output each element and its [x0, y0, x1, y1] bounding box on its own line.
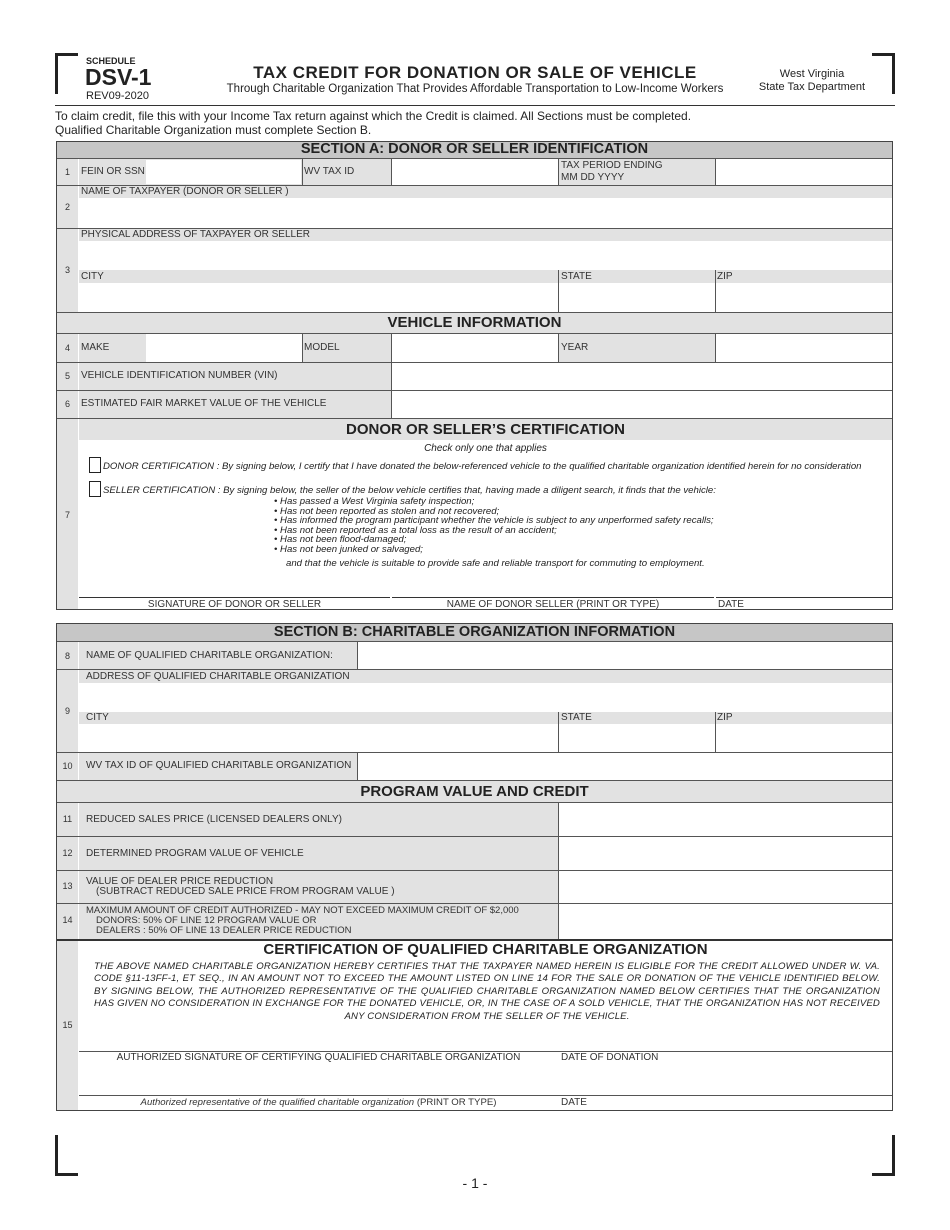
line-number-2: 2 [64, 202, 70, 212]
auth-signature-input[interactable] [80, 1066, 556, 1094]
signature-donor-label: SIGNATURE OF DONOR OR SELLER [147, 599, 322, 610]
rule [79, 1095, 892, 1096]
rule [391, 363, 392, 390]
line-number-8: 8 [64, 651, 70, 661]
fein-label: FEIN OR SSN [81, 166, 145, 177]
max-credit-input[interactable] [560, 905, 891, 938]
rule [391, 159, 392, 185]
zip-label: ZIP [717, 271, 733, 282]
fein-input[interactable] [146, 160, 301, 184]
intro-line1: To claim credit, file this with your Income Tax return against which the Credit is claimed. All Sections must be completed. [55, 109, 692, 123]
header-rule [55, 105, 895, 106]
line-number-9: 9 [64, 706, 70, 716]
seller-cert-text: SELLER CERTIFICATION : By signing below, the seller of the below vehicle certifies that, having made a diligent search, it finds that the vehicle: [103, 485, 716, 496]
org-state-input[interactable] [560, 725, 714, 751]
reduced-sales-price-label: REDUCED SALES PRICE (LICENSED DEALERS ONLY) [86, 814, 342, 825]
date-donor-label: DATE [718, 599, 744, 610]
line-number-6: 6 [64, 399, 70, 409]
program-value-title: PROGRAM VALUE AND CREDIT [360, 783, 589, 800]
org-date-label: DATE [561, 1097, 587, 1108]
line-number-3: 3 [64, 265, 70, 275]
seller-cert-checkbox[interactable] [89, 481, 101, 497]
org-address-label: ADDRESS OF QUALIFIED CHARITABLE ORGANIZATION [86, 671, 350, 682]
fmv-label: ESTIMATED FAIR MARKET VALUE OF THE VEHICLE [81, 398, 327, 409]
form-revision: REV09-2020 [86, 90, 149, 102]
vin-input[interactable] [392, 364, 891, 389]
taxpayer-name-label: NAME OF TAXPAYER (DONOR OR SELLER ) [81, 186, 289, 197]
rule [558, 159, 559, 185]
rule [302, 159, 303, 185]
org-cert-title: CERTIFICATION OF QUALIFIED CHARITABLE ORGANIZATION [263, 941, 708, 958]
line-number-7: 7 [64, 510, 70, 520]
corner-bracket-bottom-right [872, 1135, 895, 1176]
date-of-donation-label: DATE OF DONATION [561, 1052, 659, 1063]
org-address-input[interactable] [79, 684, 891, 711]
tax-period-format: MM DD YYYY [561, 172, 625, 183]
make-input[interactable] [146, 335, 301, 361]
zip-input[interactable] [717, 284, 891, 311]
closing-statement: and that the vehicle is suitable to provide safe and reliable transport for commuting to employment. [286, 558, 705, 569]
criteria-item: • Has not been reported as a total loss as the result of an accident; [274, 524, 557, 536]
org-state-label: STATE [561, 712, 592, 723]
city-label: CITY [81, 271, 104, 282]
org-zip-input[interactable] [717, 725, 891, 751]
line-number-15: 15 [62, 1020, 73, 1030]
dealer-reduction-note: (SUBTRACT REDUCED SALE PRICE FROM PROGRAM VALUE ) [96, 886, 395, 897]
vin-label: VEHICLE IDENTIFICATION NUMBER (VIN) [81, 370, 278, 381]
line-number-1: 1 [64, 167, 70, 177]
rule [79, 597, 390, 598]
rule [558, 871, 559, 903]
criteria-item: • Has not been reported as stolen and not recovered; [274, 505, 500, 517]
city-input[interactable] [79, 284, 557, 311]
tax-period-input[interactable] [716, 160, 891, 184]
org-cert-statement: THE ABOVE NAMED CHARITABLE ORGANIZATION HEREBY CERTIFIES THAT THE TAXPAYER NAMED HEREIN IS ELIGIBLE FOR THE CREDIT ALLOWED UNDER W. VA. CODE §11-13FF-1, ET SEQ., IN AN AMOUNT NOT TO EXCEED THE AMOUNT LISTED ON LINE 14 FOR THE SALE OR DONATION OF THE VEHICLE IDENTIFIED BELOW. BY SIGNING BELOW, THE AUTHORIZED REPRESENTATIVE OF THE QUALIFIED CHARITABLE ORGANIZATION NAMED BELOW CERTIFIES THAT THE ORGANIZATION HAS GIVEN NO CONSIDERATION IN EXCHANGE FOR THE DONATED VEHICLE, OR, IN THE CASE OF A SOLD VEHICLE, THAT THE ORGANIZATION HAS NOT RECEIVED ANY CONSIDERATION FROM THE SELLER OF THE VEHICLE. [94, 961, 880, 1022]
org-zip-label: ZIP [717, 712, 733, 723]
org-city-label-cell [79, 712, 892, 724]
rule [357, 753, 358, 780]
line-number-13: 13 [62, 881, 73, 891]
line-number-12: 12 [62, 848, 73, 858]
line-number-11: 11 [62, 814, 73, 824]
program-value-input[interactable] [560, 838, 891, 869]
intro-line2: Qualified Charitable Organization must complete Section B. [55, 123, 372, 137]
auth-rep-label [79, 1097, 558, 1109]
line-number-5: 5 [64, 371, 70, 381]
city-label-cell [79, 270, 892, 283]
line-number-4: 4 [64, 343, 70, 353]
rule [302, 334, 303, 362]
rule [392, 597, 714, 598]
org-name-label: NAME OF QUALIFIED CHARITABLE ORGANIZATION: [86, 650, 333, 661]
max-credit-label: MAXIMUM AMOUNT OF CREDIT AUTHORIZED - MAY NOT EXCEED MAXIMUM CREDIT OF $2,000 [86, 905, 519, 916]
form-title: TAX CREDIT FOR DONATION OR SALE OF VEHICLE [253, 63, 697, 82]
schedule-label: SCHEDULE [86, 56, 136, 66]
max-credit-dealers: DEALERS : 50% OF LINE 13 DEALER PRICE REDUCTION [96, 925, 352, 936]
org-taxid-label: WV TAX ID OF QUALIFIED CHARITABLE ORGANIZATION [86, 760, 352, 771]
max-credit-donors: DONORS: 50% OF LINE 12 PROGRAM VALUE OR [96, 915, 317, 926]
rule [391, 334, 392, 362]
donor-cert-checkbox[interactable] [89, 457, 101, 473]
rule [391, 391, 392, 418]
section-b-title: SECTION B: CHARITABLE ORGANIZATION INFORMATION [273, 624, 676, 640]
corner-bracket-bottom-left [55, 1135, 78, 1176]
year-label: YEAR [561, 342, 589, 353]
reduced-sales-price-input[interactable] [560, 804, 891, 835]
form-subtitle: Through Charitable Organization That Provides Affordable Transportation to Low-Income Workers [226, 83, 724, 95]
page-number: - 1 - [462, 1175, 488, 1191]
criteria-item: • Has informed the program participant whether the vehicle is subject to any unperformed safety recalls; [274, 515, 714, 526]
rule [558, 270, 559, 312]
donor-cert-text: DONOR CERTIFICATION : By signing below, I certify that I have donated the below-referenced vehicle to the qualified charitable organization identified herein for no consideration [103, 461, 862, 472]
corner-bracket-top-left [55, 53, 78, 94]
agency-line1: West Virginia [779, 68, 845, 80]
model-input[interactable] [392, 335, 557, 361]
criteria-item: • Has passed a West Virginia safety inspection; [274, 496, 475, 507]
org-city-input[interactable] [79, 725, 557, 751]
tax-period-label: TAX PERIOD ENDING [561, 160, 663, 171]
make-label: MAKE [81, 342, 110, 353]
line-number-14: 14 [62, 915, 73, 925]
line-number-10: 10 [62, 761, 73, 771]
number-column-a [57, 158, 78, 609]
section-a-title: SECTION A: DONOR OR SELLER IDENTIFICATION [300, 141, 649, 157]
form-code: DSV-1 [85, 64, 152, 90]
date-of-donation-input[interactable] [560, 1066, 891, 1094]
model-label: MODEL [304, 342, 340, 353]
rule [715, 270, 716, 312]
rule [57, 333, 892, 334]
rule [715, 712, 716, 752]
rule [715, 334, 716, 362]
rule [715, 159, 716, 185]
dealer-reduction-input[interactable] [560, 872, 891, 902]
name-donor-label: NAME OF DONOR SELLER (PRINT OR TYPE) [446, 599, 660, 610]
rule [558, 803, 559, 836]
org-taxid-input[interactable] [358, 754, 891, 779]
rule [558, 712, 559, 752]
org-city-label: CITY [86, 712, 109, 723]
program-value-label: DETERMINED PROGRAM VALUE OF VEHICLE [86, 848, 304, 859]
criteria-item: • Has not been flood-damaged; [274, 534, 407, 545]
agency-line2: State Tax Department [758, 81, 866, 93]
dealer-reduction-label: VALUE OF DEALER PRICE REDUCTION [86, 876, 274, 887]
state-input[interactable] [560, 284, 714, 311]
rule [558, 334, 559, 362]
seller-criteria-list [274, 497, 714, 554]
rule [558, 837, 559, 870]
year-input[interactable] [716, 335, 891, 361]
auth-rep-label-italic: Authorized representative of the qualified charitable organization [140, 1097, 415, 1108]
auth-rep-label-plain: (PRINT OR TYPE) [416, 1097, 497, 1108]
criteria-item: • Has not been junked or salvaged; [274, 543, 423, 555]
rule [558, 904, 559, 939]
auth-signature-label: AUTHORIZED SIGNATURE OF CERTIFYING QUALIFIED CHARITABLE ORGANIZATION [116, 1052, 521, 1063]
donor-cert-title: DONOR OR SELLER’S CERTIFICATION [346, 421, 625, 438]
org-name-input[interactable] [358, 643, 891, 668]
check-one-note: Check only one that applies [424, 443, 547, 454]
taxpayer-name-input[interactable] [79, 199, 891, 227]
address-label: PHYSICAL ADDRESS OF TAXPAYER OR SELLER [81, 229, 310, 240]
wvtax-input[interactable] [392, 160, 557, 184]
wvtax-label: WV TAX ID [304, 166, 355, 177]
vehicle-info-title: VEHICLE INFORMATION [387, 314, 562, 331]
fmv-input[interactable] [392, 392, 891, 417]
rule [716, 597, 892, 598]
address-input[interactable] [79, 242, 891, 268]
corner-bracket-top-right [872, 53, 895, 94]
rule [357, 642, 358, 669]
state-label: STATE [561, 271, 592, 282]
